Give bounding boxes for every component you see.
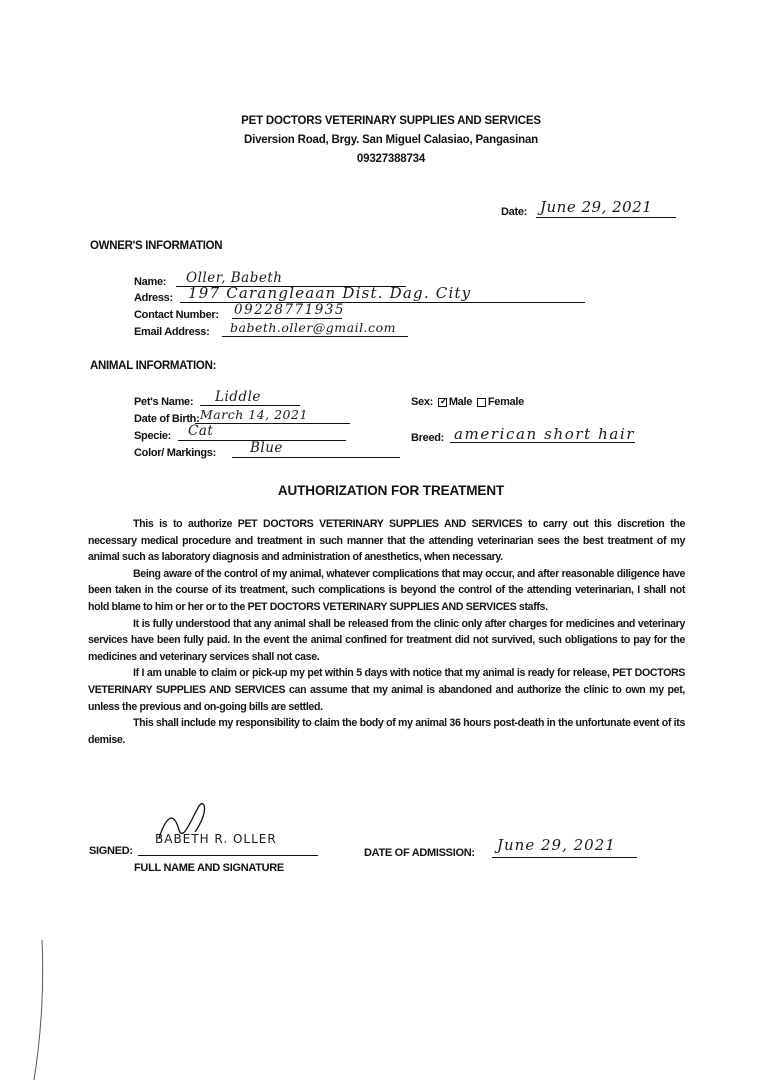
animal-section-title: ANIMAL INFORMATION: xyxy=(90,360,217,372)
signature-line xyxy=(138,855,318,856)
owner-name-value: Oller, Babeth xyxy=(186,270,283,286)
pet-name-label: Pet's Name: xyxy=(134,396,194,408)
authorization-title: AUTHORIZATION FOR TREATMENT xyxy=(277,483,505,498)
pet-name-line xyxy=(200,405,300,406)
authorization-body xyxy=(88,516,685,748)
sex-male-label: Male xyxy=(448,396,473,408)
breed-line xyxy=(450,442,635,443)
owner-email-value: babeth.oller@gmail.com xyxy=(230,320,396,335)
date-value: June 29, 2021 xyxy=(540,198,653,216)
owner-email-line xyxy=(222,336,408,337)
sex-field xyxy=(411,396,524,408)
sex-female-label: Female xyxy=(487,396,524,408)
dob-label: Date of Birth: xyxy=(134,413,200,425)
signature-caption: FULL NAME AND SIGNATURE xyxy=(134,862,284,874)
specie-value: Cat xyxy=(188,423,214,439)
admission-value: June 29, 2021 xyxy=(497,836,616,854)
owner-name-label: Name: xyxy=(134,276,167,288)
admission-line xyxy=(492,857,637,858)
company-phone: 09327388734 xyxy=(356,153,426,165)
owner-address-label: Adress: xyxy=(134,292,173,304)
company-name: PET DOCTORS VETERINARY SUPPLIES AND SERVICES xyxy=(241,115,541,127)
specie-label: Specie: xyxy=(134,430,172,442)
female-checkbox xyxy=(477,398,486,407)
signed-label: SIGNED: xyxy=(89,845,133,857)
owner-contact-label: Contact Number: xyxy=(134,309,219,321)
company-address: Diversion Road, Brgy. San Miguel Calasiao, Pangasinan xyxy=(243,134,538,146)
owner-contact-line xyxy=(232,318,342,319)
male-checkbox-checked: ✓ xyxy=(439,395,448,406)
pet-name-value: Liddle xyxy=(215,389,261,405)
paragraph: If I am unable to claim or pick-up my pet within 5 days with notice that my animal is ready for release, PET DOCTORS VETERINARY SUPPLIES AND SERVICES can assume that my animal is abandoned and authorize the clinic to own my pet, unless the previous and on-going bills are settled. xyxy=(88,667,685,713)
breed-label: Breed: xyxy=(411,432,445,444)
dob-value: March 14, 2021 xyxy=(200,407,308,422)
date-label: Date: xyxy=(501,206,528,218)
signed-name: BABETH R. OLLER xyxy=(155,832,277,846)
paragraph: This is to authorize PET DOCTORS VETERINARY SUPPLIES AND SERVICES to carry out this discretion the necessary medical procedure and treatment in such manner that the attending veterinarian sees the best treatment of my animal such as laboratory diagnosis and administration of anesthetics, when necessary. xyxy=(88,518,685,564)
owner-address-value: 197 Carangleaan Dist. Dag. City xyxy=(188,284,472,302)
dob-line xyxy=(195,423,350,424)
sex-label: Sex: xyxy=(411,396,434,408)
owner-email-label: Email Address: xyxy=(134,326,210,338)
color-line xyxy=(232,457,400,458)
paragraph: This shall include my responsibility to claim the body of my animal 36 hours post-death in the unfortunate event of its demise. xyxy=(88,717,685,746)
breed-value: american short hair xyxy=(454,425,636,443)
owner-section-title: OWNER'S INFORMATION xyxy=(90,240,223,252)
paragraph: It is fully understood that any animal shall be released from the clinic only after charges for medicines and veterinary services have been fully paid. In the event the animal confined for treatment did not survived, such obligations to pay for the medicines and veterinary services shall not case. xyxy=(88,617,685,663)
scan-edge-mark xyxy=(30,940,50,1080)
color-value: Blue xyxy=(250,440,283,456)
color-label: Color/ Markings: xyxy=(134,447,216,459)
owner-contact-value: 09228771935 xyxy=(234,302,345,318)
date-underline xyxy=(536,217,676,218)
admission-label: DATE OF ADMISSION: xyxy=(364,847,475,859)
paragraph: Being aware of the control of my animal, whatever complications that may occur, and after reasonable diligence have been taken in the course of its treatment, such complications is beyond the control of the attending veterinarian, I shall not hold blame to him or her or to the PET DOCTORS VETERINARY SUPPLIES AND SERVICES staffs. xyxy=(88,567,685,613)
